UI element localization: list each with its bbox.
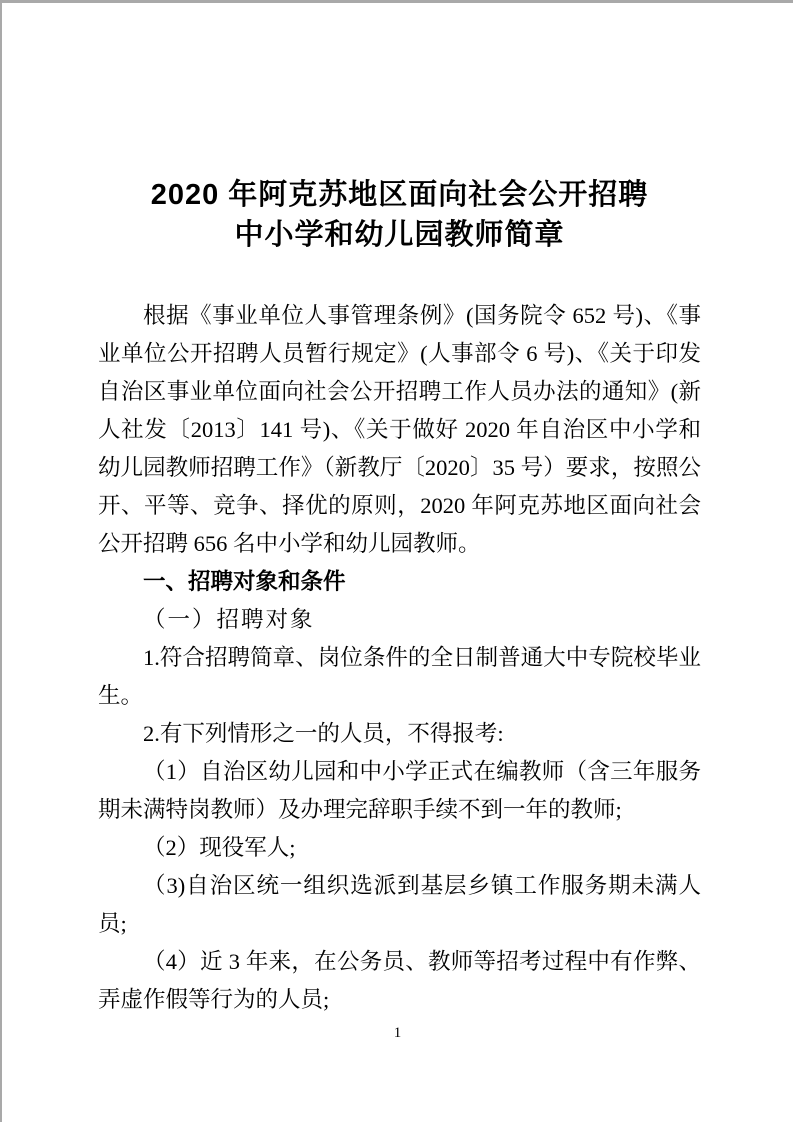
paragraph-intro: 根据《事业单位人事管理条例》(国务院令 652 号)、《事业单位公开招聘人员暂行规定》(人事部令 6 号)、《关于印发自治区事业单位面向社会公开招聘工作人员办法的通知》(新人社发〔2013〕141 号)、《关于做好 2020 年自治区中小学和幼儿园教师招聘工作》（新教厅〔2020〕35 号）要求，按照公开、平等、竞争、择优的原则，2020 年阿克苏地区面向社会公开招聘 656 名中小学和幼儿园教师。 (98, 303, 701, 556)
document-title-line2: 中小学和幼儿园教师简章 (234, 219, 565, 251)
paragraph-item-2-1: （1）自治区幼儿园和中小学正式在编教师（含三年服务期未满特岗教师）及办理完辞职手续不到一年的教师; (98, 759, 701, 822)
paragraph-item-2: 2.有下列情形之一的人员，不得报考: (143, 721, 504, 746)
document-title (98, 175, 701, 255)
document-title-line1: 2020 年阿克苏地区面向社会公开招聘 (150, 179, 649, 211)
paragraph-item-2-2: （2）现役军人; (143, 835, 296, 860)
paragraph-item-2-4: （4）近 3 年来，在公务员、教师等招考过程中有作弊、弄虚作假等行为的人员; (98, 949, 701, 1012)
paragraph-item-1: 1.符合招聘简章、岗位条件的全日制普通大中专院校毕业生。 (98, 645, 701, 708)
paragraph-item-2-3: （3)自治区统一组织选派到基层乡镇工作服务期未满人员; (98, 873, 701, 936)
page-number: 1 (393, 1025, 402, 1041)
document-content (2, 3, 793, 1019)
section-heading-recruitment-targets-and-conditions: 一、招聘对象和条件 (143, 569, 346, 594)
sub-heading-recruitment-targets: （一）招聘对象 (143, 607, 315, 632)
